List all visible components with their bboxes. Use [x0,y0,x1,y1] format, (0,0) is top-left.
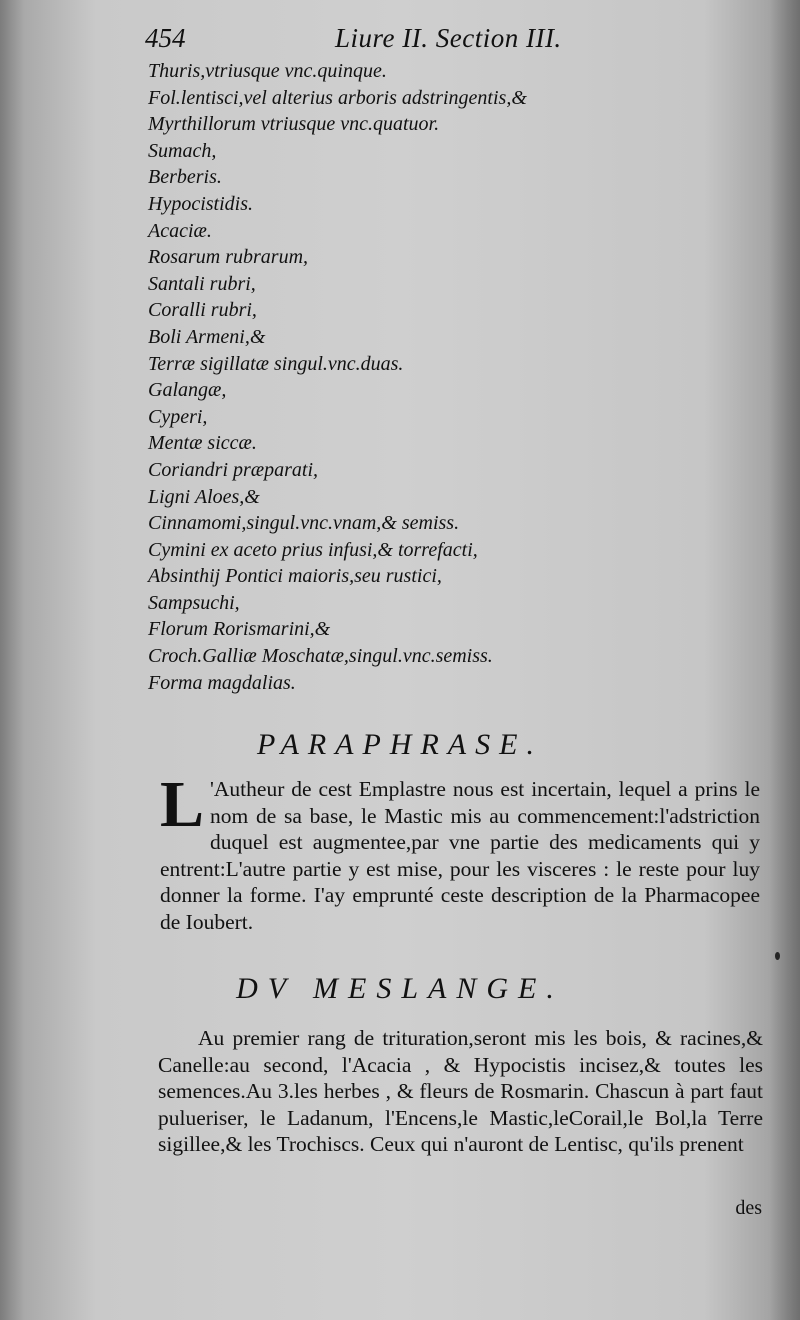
ingredient-line: Sampsuchi, [148,591,240,614]
ingredient-line: Cinnamomi,singul.vnc.vnam,& semiss. [148,512,460,535]
ingredient-line: Ligni Aloes,& [148,485,260,508]
ingredient-line: Forma magdalias. [148,671,296,694]
catchword: des [735,1197,762,1219]
ingredient-line: Coriandri præparati, [148,458,319,481]
ingredient-line: Rosarum rubrarum, [148,246,309,269]
ingredient-line: Terræ sigillatæ singul.vnc.duas. [148,352,404,375]
ingredient-line: Myrthillorum vtriusque vnc.quatuor. [148,113,440,136]
ingredient-line: Hypocistidis. [148,192,253,215]
ingredient-line: Acaciæ. [148,219,212,242]
running-title: Liure II. Section III. [335,23,562,53]
ingredient-line: Mentæ siccæ. [148,432,257,455]
ingredient-line: Santali rubri, [148,272,256,295]
ingredient-line: Berberis. [148,166,222,189]
ingredient-line: Croch.Galliæ Moschatæ,singul.vnc.semiss. [148,645,493,668]
paraphrase-heading: PARAPHRASE. [257,728,543,761]
drop-cap: L [160,768,205,841]
meslange-heading: DV MESLANGE. [236,972,564,1005]
ingredient-line: Absinthij Pontici maioris,seu rustici, [148,565,442,588]
meslange-paragraph: Au premier rang de trituration,seront mis les bois, & racines,& Canelle:au second, l'Acacia , & Hypocistis incisez,& toutes les semences.Au 3.les herbes , & fleurs de Rosmarin. Chascun à part faut pulueriser, le Ladanum, l'Encens,le Mastic,leCorail,le Bol,la Terre sigillee,& les Trochiscs. Ceux qui n'auront de Lentisc, qu'ils prenent [158,1026,763,1156]
ingredient-line: Thuris,vtriusque vnc.quinque. [148,60,387,82]
ingredient-line: Fol.lentisci,vel alterius arboris adstringentis,& [148,86,527,109]
ingredient-list [148,58,708,696]
ingredient-line: Galangæ, [148,379,227,402]
ingredient-line: Boli Armeni,& [148,325,266,348]
ingredient-line: Coralli rubri, [148,299,257,322]
ink-blot [775,952,780,960]
ingredient-line: Florum Rorismarini,& [148,618,331,641]
ingredient-line: Cymini ex aceto prius infusi,& torrefacti, [148,538,478,561]
page-number: 454 [145,23,186,53]
ingredient-line: Sumach, [148,139,217,162]
ingredient-line: Cyperi, [148,405,208,428]
paraphrase-text: 'Autheur de cest Emplastre nous est incertain, lequel a prins le nom de sa base, le Mastic mis au commencement:l'adstriction duquel est augmentee,par vne partie des medicaments qui y entrent:L'autre partie y est mise, pour les visceres : le reste pour luy donner la forme. I'ay emprunté ceste description de la Pharmacopee de Ioubert. [160,777,760,934]
paraphrase-paragraph [160,768,760,935]
